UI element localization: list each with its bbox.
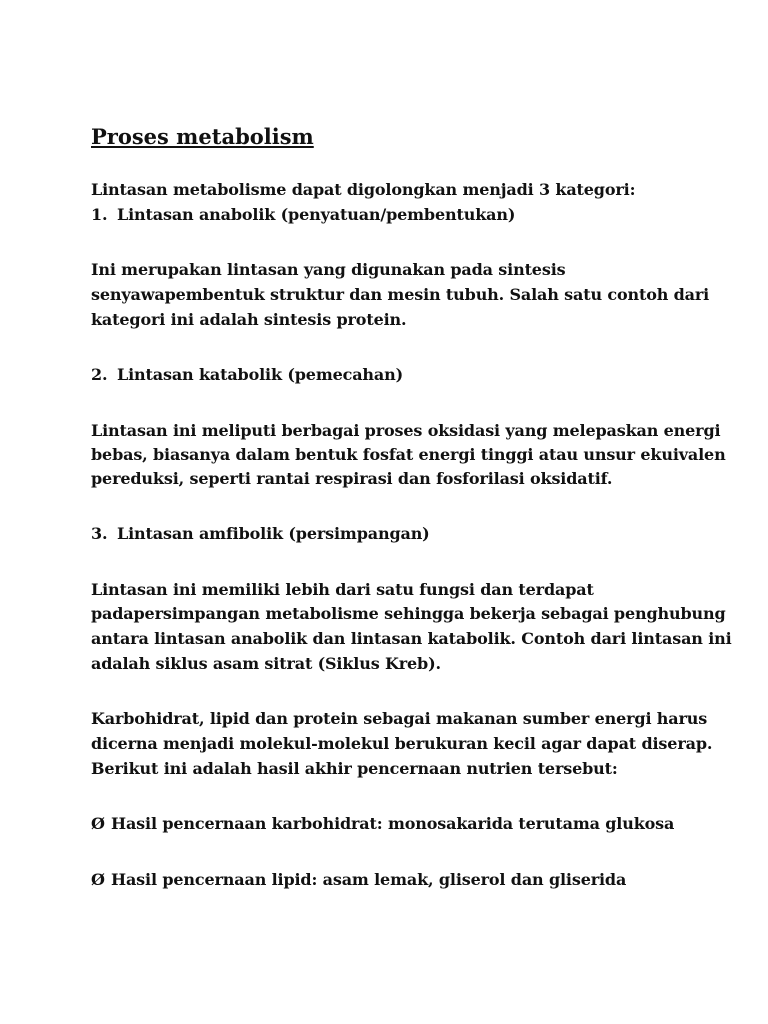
category-2-number: 2. [91,365,108,384]
nutrition-line: dicerna menjadi molekul-molekul berukuran kecil agar dapat diserap. [91,734,713,753]
category-1-title: Lintasan anabolik (penyatuan/pembentukan) [117,205,516,224]
result-text: Hasil pencernaan karbohidrat: monosakarida terutama glukosa [111,814,675,833]
category-3-desc-line: adalah siklus asam sitrat (Siklus Kreb). [91,654,441,673]
category-3-desc-line: padapersimpangan metabolisme sehingga bekerja sebagai penghubung [91,604,726,623]
document-title: Proses metabolism [91,124,314,149]
category-3-heading [91,522,430,547]
category-2-title: Lintasan katabolik (pemecahan) [117,365,404,384]
category-1-number: 1. [91,205,108,224]
category-2-heading [91,363,403,388]
result-item-lipid [91,868,626,893]
bullet-icon: Ø [91,870,105,889]
category-1-desc-line: senyawapembentuk struktur dan mesin tubuh. Salah satu contoh dari [91,285,710,304]
bullet-icon: Ø [91,814,105,833]
category-2-desc-line: Lintasan ini meliputi berbagai proses oksidasi yang melepaskan energi [91,421,721,440]
result-item-carbohydrate [91,812,674,837]
result-text: Hasil pencernaan lipid: asam lemak, gliserol dan gliserida [111,870,627,889]
nutrition-line: Berikut ini adalah hasil akhir pencernaan nutrien tersebut: [91,759,618,778]
category-3-title: Lintasan amfibolik (persimpangan) [117,524,430,543]
category-3-desc-line: Lintasan ini memiliki lebih dari satu fungsi dan terdapat [91,580,594,599]
category-1-desc-line: kategori ini adalah sintesis protein. [91,310,407,329]
intro-text: Lintasan metabolisme dapat digolongkan menjadi 3 kategori: [91,180,636,199]
category-2-desc-line: bebas, biasanya dalam bentuk fosfat energi tinggi atau unsur ekuivalen [91,445,726,464]
category-1-desc-line: Ini merupakan lintasan yang digunakan pada sintesis [91,260,566,279]
nutrition-line: Karbohidrat, lipid dan protein sebagai makanan sumber energi harus [91,709,708,728]
category-2-desc-line: pereduksi, seperti rantai respirasi dan fosforilasi oksidatif. [91,469,613,488]
category-1-heading [91,203,515,228]
category-3-number: 3. [91,524,108,543]
category-3-desc-line: antara lintasan anabolik dan lintasan katabolik. Contoh dari lintasan ini [91,629,732,648]
